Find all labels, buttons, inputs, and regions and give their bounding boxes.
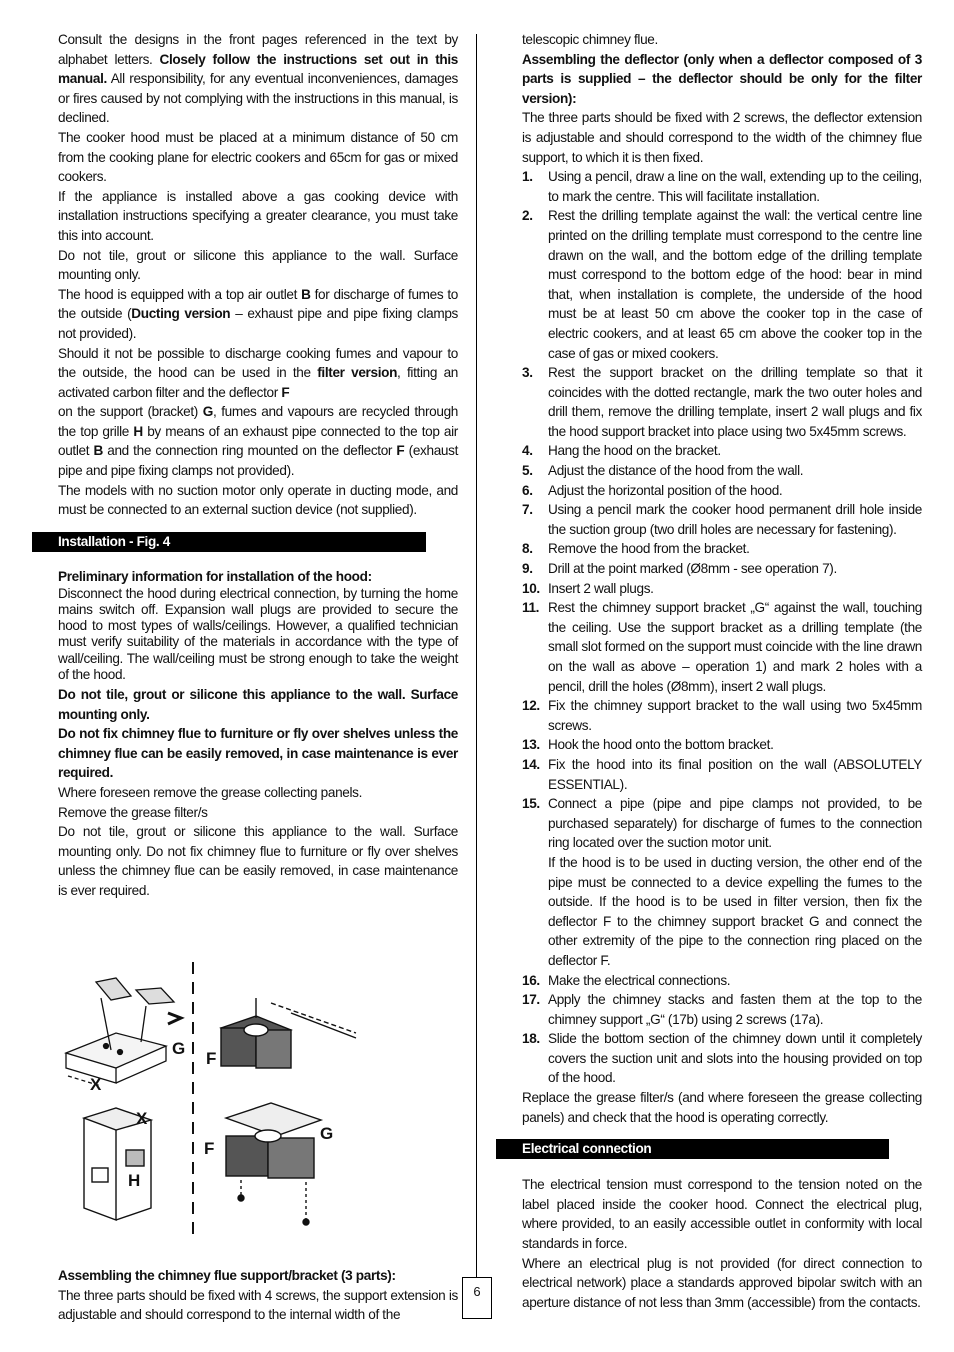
figure-label-x-hood: X	[136, 1109, 148, 1128]
filter-version-term: filter version	[317, 365, 398, 381]
ducting-text-2: for discharge of fumes to the outside (	[58, 286, 458, 322]
step-text: Connect a pipe (pipe and pipe clamps not provided, to be purchased separately) for discharge of fumes to the connection ring located over the suction motor unit. If the hood is to be used in ducting version, the other end of the pipe must be connected to a device expelling the fumes to the outside. If the hood is to be used in filter version, then fix the deflector F to the chimney support bracket G and connect the other extremity of the pipe to the connection ring placed on the deflector F.	[548, 796, 922, 968]
page-number	[462, 1277, 492, 1319]
step-number: 18.	[522, 1031, 540, 1047]
step-number: 14.	[522, 756, 540, 772]
step-number: 3.	[522, 365, 533, 381]
warning-surface-mount: Do not tile, grout or silicone this appliance to the wall. Surface mounting only.	[58, 687, 458, 722]
step-text: Fix the hood into its final position on the wall (ABSOLUTELY ESSENTIAL).	[548, 756, 922, 792]
no-motor-paragraph: The models with no suction motor only operate in ducting mode, and must be connected to an external suction device (not supplied).	[58, 482, 458, 518]
continuation-text: telescopic chimney flue.	[522, 32, 658, 47]
surface-mount-paragraph: Do not tile, grout or silicone this appliance to the wall. Surface mounting only.	[58, 247, 458, 283]
filter-text-2: , fitting an activated carbon filter and the deflector	[58, 365, 458, 400]
step-number: 2.	[522, 208, 533, 224]
deflector-drawing-top	[221, 998, 356, 1068]
step-number: 15.	[522, 796, 540, 812]
step-number: 17.	[522, 992, 540, 1008]
ducting-paragraph	[58, 285, 458, 344]
installation-step	[522, 1029, 922, 1088]
step-number: 11.	[522, 600, 540, 616]
electrical-section-header: Electrical connection	[496, 1139, 889, 1159]
support-text: on the support (bracket)	[58, 404, 203, 420]
step-text: Drill at the point marked (Ø8mm - see operation 7).	[548, 561, 837, 577]
step-text: Adjust the horizontal position of the hood.	[548, 482, 783, 498]
filter-paragraph	[58, 344, 458, 403]
ref-b-2: B	[93, 443, 103, 459]
step-text: Adjust the distance of the hood from the wall.	[548, 463, 804, 479]
intro-paragraph	[58, 30, 458, 128]
installation-step	[522, 971, 922, 991]
assemble-support-title: Assembling the chimney flue support/bracket (3 parts):	[58, 1268, 396, 1283]
deflector-body: The three parts should be fixed with 2 screws, the deflector extension is adjustable and should correspond to the width of the chimney flue support, to which it is then fixed.	[522, 110, 922, 165]
step-number: 10.	[522, 580, 540, 596]
page-number-text: 6	[473, 1284, 481, 1299]
right-column	[522, 30, 922, 1312]
ducting-text: The hood is equipped with a top air outlet	[58, 286, 302, 302]
step-text: Fix the chimney support bracket to the wall using two 5x45mm screws.	[548, 698, 922, 733]
step-text: Hook the hood onto the bottom bracket.	[548, 737, 774, 753]
prelim-title: Preliminary information for installation of the hood:	[58, 568, 372, 584]
installation-step	[522, 441, 922, 461]
figure-label-x: X	[90, 1075, 102, 1094]
installation-step	[522, 755, 922, 794]
step-text: Using a pencil mark the cooker hood permanent drill hole inside the suction group (two drill holes are necessary for fastening).	[548, 502, 922, 537]
support-paragraph	[58, 402, 458, 480]
step-text: Rest the support bracket on the drilling template so that it coincides with the dotted rectangle, mark the two outer holes and drill them, remove the drilling template, insert 2 wall plugs and fix the hood support bracket into place using two 5x45mm screws.	[548, 365, 922, 439]
step-number: 12.	[522, 698, 540, 714]
ducting-text-3: – exhaust pipe and pipe fixing clamps not provided).	[58, 306, 458, 341]
deflector-title: Assembling the deflector (only when a deflector composed of 3 parts is supplied – the deflector should be only for the filter version):	[522, 51, 922, 106]
bipolar-switch-text: Where an electrical plug is not provided (for direct connection to electrical network) place a standards approved bipolar switch with an aperture distance of not less than 3mm (accessible) from the contacts.	[522, 1255, 922, 1310]
remove-filter-text: Remove the grease filter/s	[58, 804, 208, 820]
intro-emphasis: Closely follow the instructions set out in this manual.	[58, 51, 458, 87]
column-divider	[476, 34, 477, 1278]
installation-figure	[56, 958, 436, 1248]
step-text: Apply the chimney stacks and fasten them at the top to the chimney support „G“ (17b) using 2 screws (17a).	[548, 992, 922, 1027]
step-number: 7.	[522, 502, 533, 518]
support-text-4: and the connection ring mounted on the deflector	[102, 443, 397, 459]
warning-chimney-flue: Do not fix chimney flue to furniture or fly over shelves unless the chimney flue can be easily removed, in case maintenance is ever required.	[58, 726, 458, 781]
step-text: Using a pencil, draw a line on the wall, extending up to the ceiling, to mark the centre. This will facilitate installation.	[548, 169, 922, 204]
left-column	[58, 30, 458, 901]
support-text-5: (exhaust pipe and pipe fixing clamps not provided).	[58, 443, 459, 479]
figure-label-g-lower: G	[320, 1124, 334, 1143]
step-text: Insert 2 wall plugs.	[548, 580, 654, 596]
ref-f: F	[281, 384, 290, 400]
ducting-version-term: Ducting version	[131, 306, 231, 322]
installation-step	[522, 735, 922, 755]
figure-label-g: G	[172, 1039, 186, 1058]
assemble-support-body: The three parts should be fixed with 4 screws, the support extension is adjustable and should correspond to the internal width of the	[58, 1287, 458, 1323]
installation-step	[522, 481, 922, 501]
step-number: 4.	[522, 443, 533, 459]
step-number: 9.	[522, 561, 533, 577]
figure-label-f-lower: F	[204, 1139, 215, 1158]
distance-paragraph: The cooker hood must be placed at a minimum distance of 50 cm from the cooking plane for electric cookers and 65cm for gas or mixed cookers.	[58, 129, 458, 185]
installation-step	[522, 579, 922, 599]
support-text-3: by means of an exhaust pipe connected to the top air outlet	[58, 423, 458, 459]
step-number: 1.	[522, 169, 533, 185]
ref-f-2: F	[396, 443, 405, 459]
installation-step	[522, 167, 922, 206]
installation-step	[522, 206, 922, 363]
installation-step	[522, 500, 922, 539]
installation-steps-list	[522, 167, 922, 1088]
ref-h: H	[133, 423, 143, 439]
figure-label-f: F	[206, 1049, 217, 1068]
prelim-body: Disconnect the hood during electrical connection, by turning the home mains switch off. Expansion wall plugs are provided to secure the hood to most types of walls/ceilings. However, a qualified technician must verify suitability of the materials in accordance with the type of wall/ceiling. The wall/ceiling must be strong enough to take the weight of the hood.	[58, 585, 458, 682]
installation-step	[522, 363, 922, 441]
ref-b: B	[301, 286, 311, 302]
gas-clearance-paragraph: If the appliance is installed above a gas cooking device with installation instructions specifying a greater clearance, you must take this into account.	[58, 188, 458, 243]
filter-text: Should it not be possible to discharge cooking fumes and vapour to the outside, the hood can be used in the	[58, 345, 458, 381]
installation-step	[522, 559, 922, 579]
figure-label-h: H	[128, 1171, 141, 1190]
installation-step	[522, 990, 922, 1029]
step-number: 13.	[522, 737, 540, 753]
step-number: 5.	[522, 463, 533, 479]
electrical-tension-text: The electrical tension must correspond to the tension noted on the label placed inside the cooker hood. Connect the electrical plug, where provided, to an easily accessible outlet in conformity with local standards in force.	[522, 1177, 922, 1252]
step-text: Rest the drilling template against the wall: the vertical centre line printed on the drilling template must correspond to the centre line drawn on the wall, and the bottom edge of the drilling template must correspond to the bottom edge of the hood: bear in mind that, when installation is complete, the underside of the hood must be at least 50 cm above the cooker top in the case of electric cookers, and at least 65 cm above the cooker top in the case of gas or mixed cookers.	[548, 208, 922, 361]
intro-text-cont: All responsibility, for any eventual inconveniences, damages or fires caused by not complying with the instructions in this manual, is declined.	[58, 71, 458, 126]
support-text-2: , fumes and vapours are recycled through the top grille	[58, 404, 458, 439]
ref-g: G	[202, 404, 213, 420]
step-number: 16.	[522, 972, 540, 988]
installation-step	[522, 794, 922, 970]
closing-text: Replace the grease filter/s (and where foreseen the grease collecting panels) and check that the hood is operating correctly.	[522, 1090, 922, 1125]
step-text: Rest the chimney support bracket „G“ against the wall, touching the ceiling. Use the support bracket as a drilling template (the small slot formed on the support must coincide with the line drawn on the wall as above – operation 1) and mark 2 holes with a pencil, drill the holes (Ø8mm), insert 2 wall plugs.	[548, 600, 922, 694]
step-text: Hang the hood on the bracket.	[548, 443, 721, 459]
intro-text: Consult the designs in the front pages referenced in the text by alphabet letters.	[58, 32, 458, 67]
bracket-parts-drawing	[66, 978, 181, 1086]
remove-panels-text: Where foreseen remove the grease collecting panels.	[58, 785, 363, 801]
installation-section-header: Installation - Fig. 4	[32, 532, 426, 552]
step-number: 8.	[522, 541, 533, 557]
mounting-note: Do not tile, grout or silicone this appliance to the wall. Surface mounting only. Do not fix chimney flue to furniture or fly over shelves unless the chimney flue can be easily removed, in case maintenance is ever required.	[58, 824, 458, 898]
left-column-bottom	[58, 1266, 458, 1325]
deflector-drawing-bottom	[226, 1103, 321, 1225]
installation-step	[522, 598, 922, 696]
step-text: Remove the hood from the bracket.	[548, 541, 750, 557]
step-text: Slide the bottom section of the chimney down until it completely covers the suction unit and slots into the housing provided on top of the hood.	[548, 1031, 922, 1086]
step-number: 6.	[522, 482, 533, 498]
step-text: Make the electrical connections.	[548, 972, 731, 988]
installation-step	[522, 539, 922, 559]
installation-step	[522, 461, 922, 481]
installation-step	[522, 696, 922, 735]
